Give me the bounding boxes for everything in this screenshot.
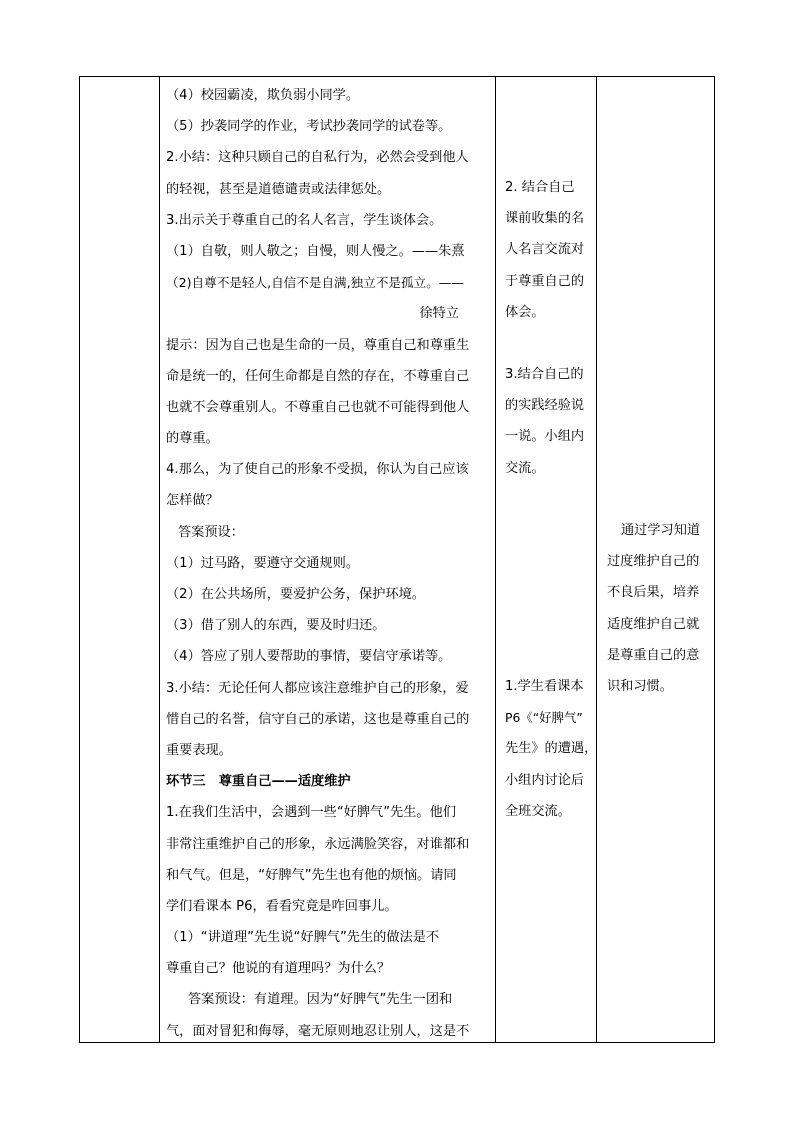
content-line: （2）在公共场所，要爱护公务，保护环境。	[166, 587, 425, 602]
student-activity-line: 先生》的遭遇，	[505, 741, 598, 757]
section-heading: 环节三 尊重自己——适度维护	[166, 774, 351, 790]
design-intent-line: 识和习惯。	[607, 679, 673, 695]
lesson-table	[79, 76, 715, 1043]
content-line: 惜自己的名誉，信守自己的承诺，这也是尊重自己的	[166, 711, 470, 727]
quote-author: 徐特立	[419, 306, 459, 322]
content-line: 1.在我们生活中，会遇到一些“好脾气”先生。他们	[166, 805, 456, 821]
student-activity-line: 体会。	[505, 304, 545, 320]
content-line: 命是统一的，任何生命都是自然的存在，不尊重自己	[166, 368, 470, 384]
content-line: 提示：因为自己也是生命的一员，尊重自己和尊重生	[166, 337, 470, 353]
student-activity-line: 于尊重自己的	[505, 273, 585, 289]
content-line: （4）答应了别人要帮助的事情，要信守承诺等。	[166, 649, 452, 665]
answer-heading: 答案预设：	[178, 524, 244, 540]
content-line: 尊重自己？他说的有道理吗？为什么？	[166, 961, 391, 977]
content-line: 4.那么，为了使自己的形象不受损，你认为自己应该	[166, 462, 469, 478]
content-line: （1）“讲道理”先生说“好脾气”先生的做法是不	[166, 930, 440, 946]
content-line: 非常注重维护自己的形象，永远满脸笑容，对谁都和	[166, 836, 470, 852]
content-line: 怎样做？	[166, 493, 219, 509]
student-activity-line: 2. 结合自己	[505, 180, 575, 195]
quote-line: （2)自尊不是轻人,自信不是自满,独立不是孤立。——	[166, 275, 464, 291]
student-activity-line: 小组内讨论后	[505, 772, 585, 788]
design-intent-line: 通过学习知道	[621, 523, 701, 538]
student-activity-line: 一说。小组内	[505, 429, 585, 445]
student-activity-line: 人名言交流对	[505, 242, 585, 258]
design-intent-line: 过度维护自己的	[607, 554, 700, 570]
content-line: （4）校园霸凌，欺负弱小同学。	[166, 88, 360, 103]
student-activity-line: 全班交流。	[505, 803, 571, 819]
design-intent-block	[597, 515, 714, 702]
content-line: 2.小结：这种只顾自己的自私行为，必然会受到他人	[166, 150, 469, 166]
student-activity-column	[496, 77, 596, 1042]
content-line: 3.出示关于尊重自己的名人名言，学生谈体会。	[166, 212, 443, 228]
content-line: （5）抄袭同学的作业，考试抄袭同学的试卷等。	[166, 119, 452, 135]
content-line: （1）过马路，要遵守交通规则。	[166, 555, 360, 571]
quote-line: （1）自敬，则人敬之；自慢，则人慢之。——朱熹	[166, 243, 465, 259]
teacher-activity-column	[160, 77, 495, 1042]
student-activity-line: 的实践经验说	[505, 398, 585, 414]
student-activity-line: 交流。	[505, 460, 545, 476]
design-intent-line: 适度维护自己就	[607, 616, 700, 632]
content-line: 气，面对冒犯和侮辱，毫无原则地忍让别人，这是不	[166, 1023, 470, 1039]
student-activity-line: 课前收集的名	[505, 211, 585, 227]
student-activity-line: 1.学生看课本	[505, 679, 584, 694]
content-line: 也就不会尊重别人。不尊重自己也就不可能得到他人	[166, 399, 470, 415]
content-line: 3.小结：无论任何人都应该注意维护自己的形象，爱	[166, 680, 469, 696]
design-intent-line: 是尊重自己的意	[607, 647, 700, 663]
content-line: 的尊重。	[166, 431, 219, 447]
student-activity-block	[496, 359, 596, 484]
content-line: 的轻视，甚至是道德谴责或法律惩处。	[166, 181, 391, 197]
content-line: 和气气。但是，“好脾气”先生也有他的烦恼。请同	[166, 867, 457, 883]
student-activity-block	[496, 172, 596, 328]
design-intent-line: 不良后果，培养	[607, 585, 700, 601]
student-activity-line: P6《“好脾气”	[505, 710, 583, 726]
student-activity-line: 3.结合自己的	[505, 367, 584, 382]
content-line: 重要表现。	[166, 742, 232, 758]
content-line: 学们看课本 P6，看看究竟是咋回事儿。	[166, 898, 398, 914]
design-intent-column	[597, 77, 714, 1042]
content-line: （3）借了别人的东西，要及时归还。	[166, 618, 386, 634]
student-activity-block	[496, 671, 596, 827]
content-line: 答案预设：有道理。因为“好脾气”先生一团和	[188, 992, 453, 1008]
